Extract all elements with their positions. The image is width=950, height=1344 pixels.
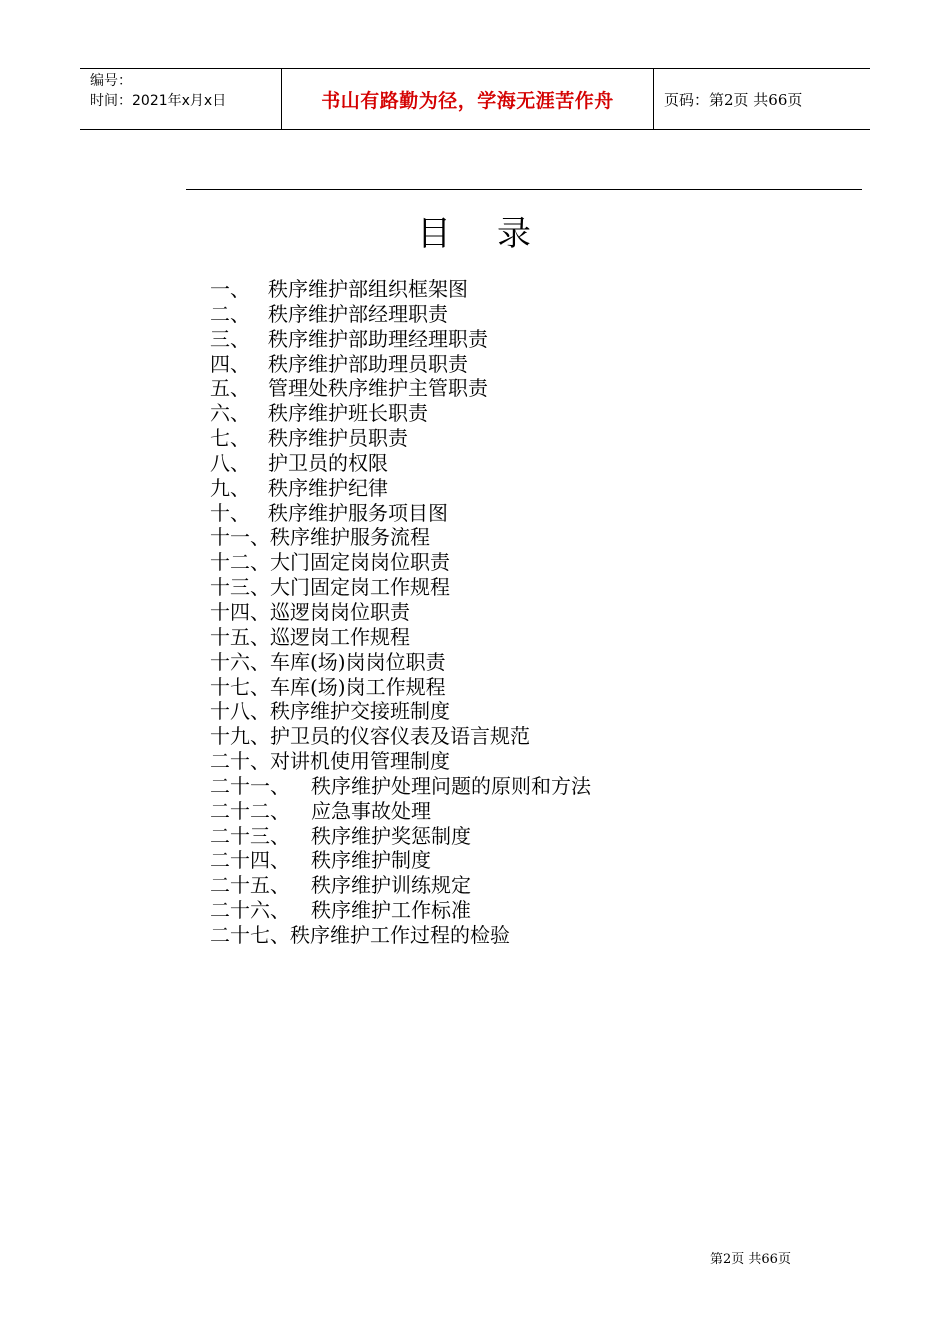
- toc-item-text: 秩序维护制度: [311, 848, 431, 873]
- toc-item-text: 秩序维护工作标准: [311, 898, 471, 923]
- toc-item-text: 秩序维护训练规定: [311, 873, 471, 898]
- toc-item-number: 二十四、: [210, 848, 290, 873]
- toc-item-text: 管理处秩序维护主管职责: [268, 376, 488, 401]
- toc-item-number: 十七、: [210, 674, 270, 699]
- toc-item-number: 十六、: [210, 649, 270, 674]
- toc-item[interactable]: [210, 327, 591, 352]
- toc-title: [0, 206, 950, 255]
- toc-item-number: 十八、: [210, 699, 270, 724]
- toc-item-number: 一、: [210, 277, 250, 301]
- toc-item[interactable]: [210, 302, 591, 327]
- toc-item-number: 二十三、: [210, 823, 290, 848]
- toc-item-text: 秩序维护服务流程: [270, 525, 430, 550]
- toc-item[interactable]: [210, 401, 591, 426]
- toc-item-text: 护卫员的仪容仪表及语言规范: [270, 724, 530, 749]
- toc-item-number: 十九、: [210, 724, 270, 749]
- toc-item-number: 十、: [210, 500, 250, 525]
- toc-item[interactable]: [210, 376, 591, 401]
- toc-item[interactable]: [210, 525, 591, 550]
- toc-title-char-2: 录: [497, 214, 533, 254]
- toc-item[interactable]: [210, 923, 591, 948]
- title-rule: [186, 189, 862, 190]
- toc-item-number: 二十七、: [210, 922, 290, 947]
- header-info-cell: [80, 69, 281, 129]
- toc-item-number: 二十、: [210, 749, 270, 774]
- document-date: 时间：2021年x月x日: [90, 93, 227, 109]
- toc-item[interactable]: [210, 277, 591, 302]
- toc-item[interactable]: [210, 675, 591, 700]
- toc-item-number: 二十五、: [210, 873, 290, 898]
- toc-item-text: 秩序维护纪律: [268, 475, 388, 500]
- toc-item[interactable]: [210, 749, 591, 774]
- toc-item[interactable]: [210, 451, 591, 476]
- toc-item-text: 应急事故处理: [311, 798, 431, 823]
- toc-item-text: 大门固定岗岗位职责: [270, 550, 450, 575]
- toc-item[interactable]: [210, 476, 591, 501]
- toc-title-char-1: 目: [417, 214, 453, 254]
- toc-item-number: 十二、: [210, 550, 270, 575]
- footer-page-info: 第2页 共66页: [710, 1252, 791, 1267]
- toc-item-text: 秩序维护工作过程的检验: [290, 922, 510, 947]
- header-page-cell: [654, 69, 870, 129]
- toc-item[interactable]: [210, 799, 591, 824]
- table-of-contents: [210, 277, 591, 948]
- toc-item-text: 秩序维护奖惩制度: [311, 823, 471, 848]
- toc-item[interactable]: [210, 873, 591, 898]
- toc-item-text: 秩序维护部助理员职责: [268, 351, 468, 376]
- header-table: [80, 68, 870, 130]
- toc-item-number: 八、: [210, 450, 250, 475]
- toc-item-text: 秩序维护服务项目图: [268, 500, 448, 525]
- toc-item-text: 护卫员的权限: [268, 450, 388, 475]
- toc-item[interactable]: [210, 898, 591, 923]
- toc-item[interactable]: [210, 352, 591, 377]
- toc-item-number: 二十一、: [210, 773, 290, 798]
- toc-item-text: 车库(场)岗岗位职责: [270, 649, 446, 674]
- toc-item-number: 二十六、: [210, 898, 290, 923]
- toc-item-number: 十一、: [210, 525, 270, 550]
- toc-item[interactable]: [210, 600, 591, 625]
- toc-item-text: 车库(场)岗工作规程: [270, 674, 446, 699]
- toc-item-text: 秩序维护部组织框架图: [268, 277, 468, 301]
- toc-item-text: 秩序维护部经理职责: [268, 301, 448, 326]
- toc-item-number: 十四、: [210, 599, 270, 624]
- toc-item[interactable]: [210, 575, 591, 600]
- header-motto: 书山有路勤为径，学海无涯苦作舟: [321, 89, 614, 112]
- toc-item[interactable]: [210, 699, 591, 724]
- toc-item-text: 秩序维护班长职责: [268, 401, 428, 426]
- toc-item[interactable]: [210, 550, 591, 575]
- toc-item-text: 秩序维护处理问题的原则和方法: [311, 773, 591, 798]
- toc-item-number: 十三、: [210, 575, 270, 600]
- toc-item-number: 二十二、: [210, 798, 290, 823]
- toc-item[interactable]: [210, 426, 591, 451]
- header-page-info: 页码：第2页 共66页: [664, 90, 803, 109]
- toc-item-number: 三、: [210, 326, 250, 351]
- toc-item-number: 五、: [210, 376, 250, 401]
- toc-item-text: 秩序维护交接班制度: [270, 699, 450, 724]
- toc-item[interactable]: [210, 774, 591, 799]
- toc-item[interactable]: [210, 848, 591, 873]
- toc-item-text: 大门固定岗工作规程: [270, 575, 450, 600]
- toc-item-number: 四、: [210, 351, 250, 376]
- toc-item-number: 二、: [210, 301, 250, 326]
- toc-item-text: 秩序维护部助理经理职责: [268, 326, 488, 351]
- toc-item-text: 巡逻岗工作规程: [270, 624, 410, 649]
- toc-item-text: 对讲机使用管理制度: [270, 749, 450, 774]
- toc-item-number: 六、: [210, 401, 250, 426]
- toc-item-text: 巡逻岗岗位职责: [270, 599, 410, 624]
- toc-item[interactable]: [210, 824, 591, 849]
- header-motto-cell: [281, 69, 654, 129]
- toc-item[interactable]: [210, 625, 591, 650]
- toc-item[interactable]: [210, 724, 591, 749]
- toc-item[interactable]: [210, 501, 591, 526]
- toc-item-number: 九、: [210, 475, 250, 500]
- toc-item-number: 十五、: [210, 624, 270, 649]
- toc-item-number: 七、: [210, 426, 250, 451]
- toc-item-text: 秩序维护员职责: [268, 426, 408, 451]
- document-number-label: 编号：: [90, 73, 132, 89]
- toc-item[interactable]: [210, 650, 591, 675]
